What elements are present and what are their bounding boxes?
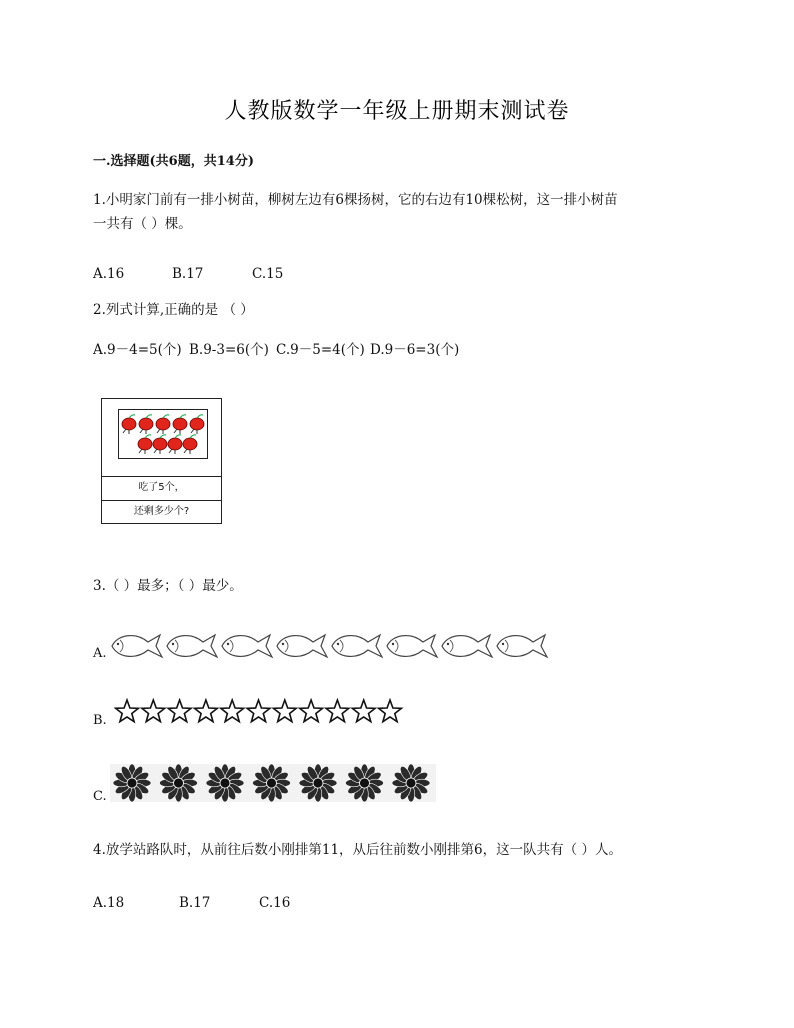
- q3-option-a-label: A.: [93, 646, 107, 661]
- page-title: 人教版数学一年级上册期末测试卷: [224, 99, 570, 124]
- star-icon: [326, 700, 349, 722]
- question-1-line-1: 1.小明家门前有一排小树苗，柳树左边有6棵扬树，它的右边有10棵松树，这一排小树苗: [93, 192, 618, 208]
- fruit-icon-group: [119, 410, 207, 458]
- flower-icon-row: [110, 764, 436, 802]
- star-icon: [352, 700, 375, 722]
- fruit-icon: [173, 415, 187, 434]
- fish-icon: [442, 635, 492, 657]
- q1-option-c: C.15: [252, 266, 284, 282]
- question-2: 2.列式计算,正确的是 （ ）: [93, 302, 254, 318]
- fish-icon-row: [108, 628, 550, 660]
- star-icon: [300, 700, 323, 722]
- fish-icon: [332, 635, 382, 657]
- q2-option-b: B.9-3=6(个): [189, 342, 269, 358]
- question-4: 4.放学站路队时，从前往后数小刚排第11，从后往前数小刚排第6，这一队共有（ ）人。: [93, 842, 622, 858]
- q4-option-b: B.17: [179, 895, 211, 911]
- fruit-icon: [122, 415, 136, 434]
- question-3: 3.（ ）最多；（ ）最少。: [93, 578, 243, 594]
- star-icon: [247, 700, 270, 722]
- star-icon: [168, 700, 191, 722]
- q4-option-c: C.16: [259, 895, 291, 911]
- question-1-line-2: 一共有（ ）棵。: [93, 216, 192, 232]
- fish-icon: [222, 635, 272, 657]
- fruit-icon: [139, 415, 153, 434]
- star-icon: [116, 700, 139, 722]
- q2-option-c: C.9－5=4(个): [276, 342, 365, 358]
- fruit-icon: [138, 435, 152, 454]
- fish-icon: [112, 635, 162, 657]
- star-icon: [195, 700, 218, 722]
- q3-option-c-label: C.: [93, 789, 107, 804]
- fish-icon: [167, 635, 217, 657]
- figure-caption-eaten: 吃了5个，: [102, 476, 221, 499]
- fruit-picture: [118, 409, 208, 459]
- fruit-icon: [153, 435, 167, 454]
- fruit-figure: [101, 398, 222, 524]
- fruit-icon: [183, 435, 197, 454]
- fish-icon: [387, 635, 437, 657]
- q4-option-a: A.18: [93, 895, 125, 911]
- figure-caption-remaining: 还剩多少个?: [102, 500, 221, 523]
- star-icon: [273, 700, 296, 722]
- star-icon: [142, 700, 165, 722]
- q1-option-b: B.17: [172, 266, 204, 282]
- fruit-icon: [168, 435, 182, 454]
- q3-option-b-label: B.: [93, 713, 107, 728]
- star-icon-row: [114, 698, 404, 726]
- question-1: [93, 188, 703, 236]
- fruit-icon: [156, 415, 170, 434]
- section-heading: 一.选择题(共6题，共14分): [93, 154, 254, 169]
- star-icon: [221, 700, 244, 722]
- star-icon: [379, 700, 402, 722]
- fruit-icon: [190, 415, 204, 434]
- q2-option-d: D.9－6=3(个): [370, 342, 460, 358]
- fish-icon: [277, 635, 327, 657]
- fish-icon: [497, 635, 547, 657]
- q2-option-a: A.9－4=5(个): [93, 342, 182, 358]
- q1-option-a: A.16: [93, 266, 125, 282]
